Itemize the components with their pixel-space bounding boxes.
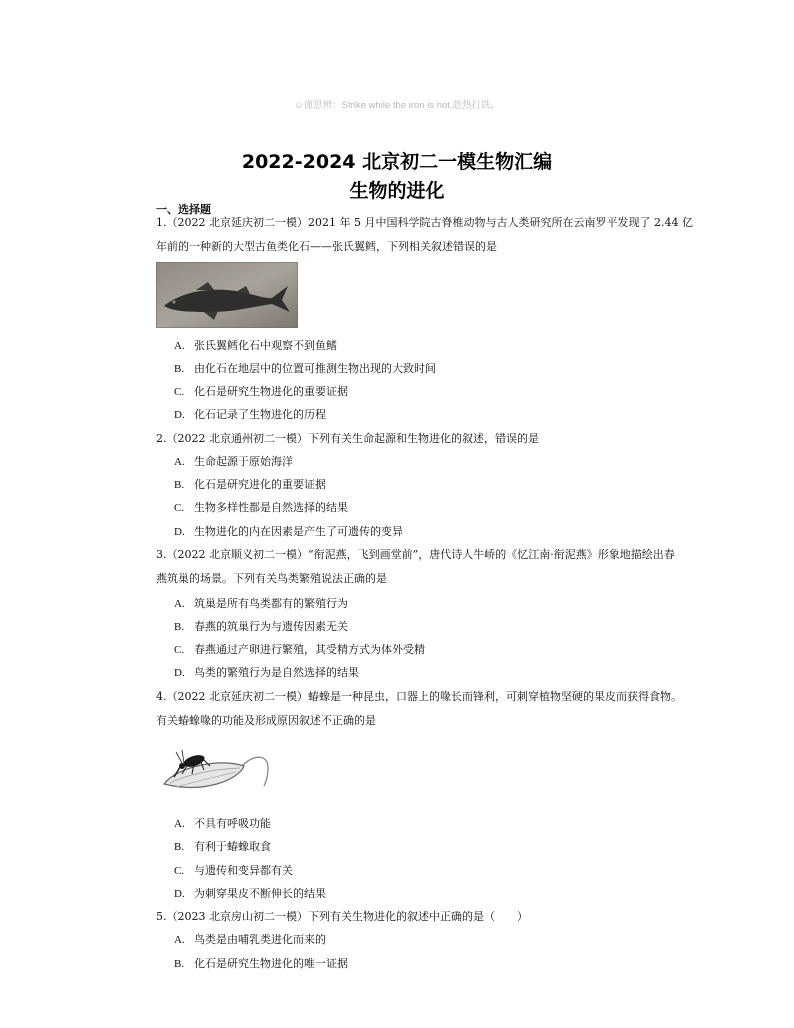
question-3-option-d: D. 鸟类的繁殖行为是自然选择的结果 — [174, 666, 359, 679]
question-3-option-c: C. 春燕通过产卵进行繁殖，其受精方式为体外受精 — [174, 643, 425, 656]
question-3-option-b: B. 春燕的筑巢行为与遗传因素无关 — [174, 620, 348, 633]
question-1-line-2: 年前的一种新的大型古鱼类化石——张氏翼鳕，下列相关叙述错误的是 — [156, 240, 497, 253]
question-4-option-a: A. 不具有呼吸功能 — [174, 817, 271, 830]
question-2-line-1: 2.（2022 北京通州初二一模）下列有关生命起源和生物进化的叙述，错误的是 — [156, 432, 539, 445]
question-4-line-2: 有关蝽蟓喙的功能及形成原因叙述不正确的是 — [156, 714, 376, 727]
question-1-option-d: D. 化石记录了生物进化的历程 — [174, 408, 326, 421]
question-5-option-a: A. 鸟类是由哺乳类进化而来的 — [174, 933, 326, 946]
question-5-line-1: 5.（2023 北京房山初二一模）下列有关生物进化的叙述中正确的是（ ） — [156, 910, 528, 923]
question-4-line-1: 4.（2022 北京延庆初二一模）蝽蟓是一种昆虫，口器上的喙长而锋利，可刺穿植物坚硬的果皮而获得食物。 — [156, 690, 682, 703]
question-4-option-c: C. 与遗传和变异都有关 — [174, 864, 293, 877]
question-5 — [156, 905, 716, 929]
question-2-option-b: B. 化石是研究进化的重要证据 — [174, 478, 326, 491]
question-3-line-1: 3.（2022 北京顺义初二一模）“衔泥燕，飞到画堂前”，唐代诗人牛峤的《忆江南·衔泥燕》形象地描绘出春 — [156, 548, 675, 561]
question-2-option-c: C. 生物多样性都是自然选择的结果 — [174, 501, 348, 514]
question-1-option-b: B. 由化石在地层中的位置可推测生物出现的大致时间 — [174, 362, 436, 375]
document-title: 2022-2024 北京初二一模生物汇编 — [241, 151, 553, 173]
document-subtitle: 生物的进化 — [349, 180, 445, 202]
question-2-option-a: A. 生命起源于原始海洋 — [174, 455, 293, 468]
question-5-option-b: B. 化石是研究生物进化的唯一证据 — [174, 957, 348, 970]
fish-fossil-image — [156, 262, 298, 328]
question-4-option-d: D. 为刺穿果皮不断伸长的结果 — [174, 887, 326, 900]
question-1-line-1: 1.（2022 北京延庆初二一模）2021 年 5 月中国科学院古脊椎动物与古人类研究所在云南罗平发现了 2.44 亿 — [156, 216, 693, 229]
question-4-option-b: B. 有利于蝽蟓取食 — [174, 840, 271, 853]
question-3 — [156, 543, 716, 591]
question-4 — [156, 685, 716, 733]
question-1-option-c: C. 化石是研究生物进化的重要证据 — [174, 385, 348, 398]
insect-on-fruit-image — [158, 744, 272, 796]
question-3-option-a: A. 筑巢是所有鸟类都有的繁殖行为 — [174, 597, 348, 610]
question-3-line-2: 燕筑巢的场景。下列有关鸟类繁殖说法正确的是 — [156, 572, 387, 585]
question-2 — [156, 427, 716, 451]
section-heading: 一、选择题 — [156, 203, 211, 216]
question-2-option-d: D. 生物进化的内在因素是产生了可遗传的变异 — [174, 525, 403, 538]
question-1-option-a: A. 张氏翼鳕化石中观察不到鱼鳍 — [174, 339, 337, 352]
watermark-text: ☺谨思辨：Strike while the iron is hot.趁热打铁。 — [293, 100, 501, 111]
question-1 — [156, 211, 716, 259]
